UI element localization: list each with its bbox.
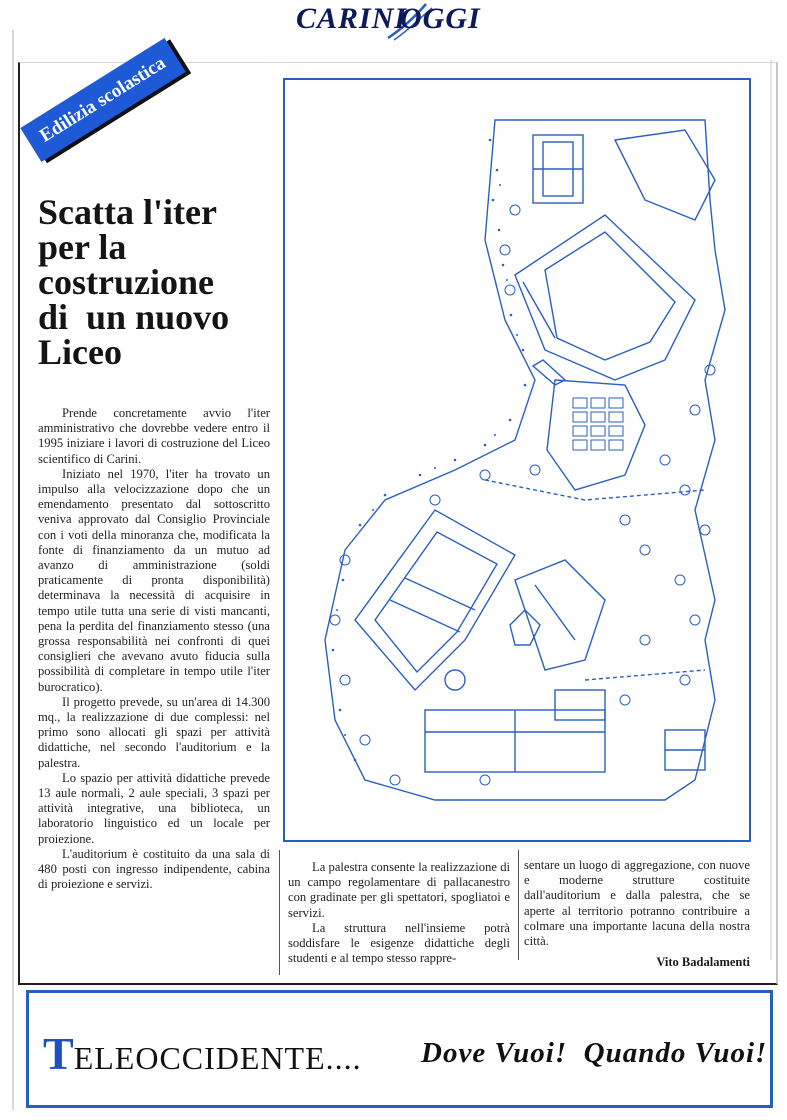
headline-line: di un nuovo — [38, 297, 230, 337]
article-paragraph: L'auditorium è costituito da una sala di 480 posti con ingresso indipendente, cabina di proiezione e servizi. — [38, 846, 270, 892]
ad-brand-name — [43, 1027, 362, 1080]
masthead-logo — [290, 0, 520, 42]
column-divider — [518, 850, 519, 960]
headline-line: Scatta l'iter — [38, 192, 217, 232]
article-paragraph: Il progetto prevede, su un'area di 14.300 mq., la realizzazione di due complessi: nel primo sono allocati gli spazi per attività didattiche, nel secondo l'auditorium e la palestra. — [38, 694, 270, 770]
article-column-1 — [38, 406, 270, 893]
headline-line: Liceo — [38, 332, 122, 372]
article-column-3 — [524, 858, 750, 949]
left-page-edge — [12, 30, 14, 1110]
article-paragraph: La struttura nell'insieme potrà soddisfare le esigenze didattiche degli studenti e al tempo stesso rappre- — [288, 920, 510, 966]
site-plan-drawing — [285, 80, 749, 840]
masthead-word-carini: CARINI — [296, 2, 408, 35]
article-paragraph: Prende concretamente avvio l'iter amministrativo che dovrebbe vedere entro il 1995 iniziare i lavori di costruzione del Liceo scientifico di Carini. — [38, 406, 270, 466]
article-column-2 — [288, 860, 510, 966]
article-headline — [38, 192, 278, 372]
ad-brand-rest: ELEOCCIDENTE.... — [73, 1040, 362, 1076]
headline-line: costruzione — [38, 262, 214, 302]
advertisement-banner — [26, 990, 773, 1108]
column-divider — [279, 850, 280, 975]
site-plan-figure — [283, 78, 751, 842]
author-signature: Vito Badalamenti — [656, 955, 750, 969]
article-paragraph: Lo spazio per attività didattiche prevede 13 aule normali, 2 aule speciali, 3 spazi per attività integrative, una biblioteca, un laboratorio linguistico ed un locale per proiezione. — [38, 770, 270, 846]
ad-slogan: Dove Vuoi! Quando Vuoi! — [421, 1037, 768, 1069]
masthead-word-oggi: OGGI — [400, 2, 481, 35]
article-paragraph: sentare un luogo di aggregazione, con nuove e moderne strutture costituite dall'auditorium e dalla palestra, che se aperte al territorio potranno contribuire a colmare una importante lacuna della nostra città. — [524, 858, 750, 949]
ad-brand-initial: T — [43, 1028, 74, 1079]
badge-label: Edilizia scolastica — [20, 38, 185, 162]
article-paragraph: La palestra consente la realizzazione di un campo regolamentare di pallacanestro con gradinate per gli spettatori, spogliatoi e servizi. — [288, 860, 510, 920]
headline-line: per la — [38, 227, 127, 267]
article-paragraph: Iniziato nel 1970, l'iter ha trovato un impulso alla velocizzazione dopo che un emendamento presentato dal sottoscritto veniva approvato dal Consiglio Provinciale con i voti della minoranza che, modificata la fonte di finanziamento da un mutuo ad avanzo di amministrazione (soldi praticamente di pronta disponibilità) determinava la necessità di acquisire in tempo utile tutta una serie di visti mancanti, pena la perdita del finanziamento stesso (una grossa responsabilità nei confronti di quei consiglieri che avevano avuto fiducia sulla possibilità di completare in tempo utile l'iter burocratico). — [38, 466, 270, 694]
